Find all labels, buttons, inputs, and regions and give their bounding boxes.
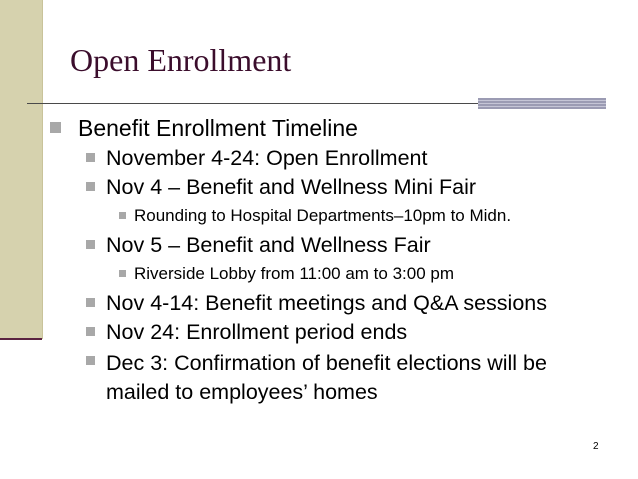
square-bullet-icon [50, 122, 61, 133]
page-number: 2 [593, 441, 599, 452]
slide-title: Open Enrollment [70, 42, 292, 78]
bullet-text: Riverside Lobby from 11:00 am to 3:00 pm [134, 264, 455, 283]
bullet-text: Nov 24: Enrollment period ends [106, 320, 408, 344]
left-decorative-bar [0, 0, 42, 339]
bullet-level2-mini-fair [106, 175, 476, 200]
left-bar-edge [42, 0, 43, 339]
bullet-level2-wellness-fair [106, 233, 431, 258]
bullet-level2-confirmation [106, 349, 606, 407]
square-bullet-icon [86, 153, 95, 162]
bullet-level2-enrollment-ends [106, 320, 407, 345]
bullet-text: Dec 3: Confirmation of benefit elections will be mailed to employees’ homes [106, 351, 547, 404]
title-accent-stripes [478, 98, 606, 109]
bullet-text: Rounding to Hospital Departments–10pm to Midn. [134, 206, 512, 225]
square-bullet-icon [86, 182, 95, 191]
square-bullet-icon [119, 270, 126, 277]
left-bar-underline [0, 338, 42, 340]
bullet-text: Nov 5 – Benefit and Wellness Fair [106, 233, 431, 257]
square-bullet-icon [86, 327, 95, 336]
bullet-level2-open-enrollment [106, 146, 427, 171]
bullet-level3-rounding [134, 206, 511, 226]
bullet-level3-riverside-lobby [134, 264, 454, 284]
title-divider [27, 103, 483, 104]
square-bullet-icon [86, 356, 95, 365]
square-bullet-icon [119, 212, 126, 219]
bullet-text: Benefit Enrollment Timeline [78, 115, 358, 141]
bullet-text: Nov 4-14: Benefit meetings and Q&A sessions [106, 291, 547, 315]
bullet-level1-timeline [78, 115, 358, 142]
bullet-level2-benefit-meetings [106, 291, 547, 316]
bullet-text: November 4-24: Open Enrollment [106, 146, 428, 170]
square-bullet-icon [86, 240, 95, 249]
square-bullet-icon [86, 298, 95, 307]
bullet-text: Nov 4 – Benefit and Wellness Mini Fair [106, 175, 477, 199]
